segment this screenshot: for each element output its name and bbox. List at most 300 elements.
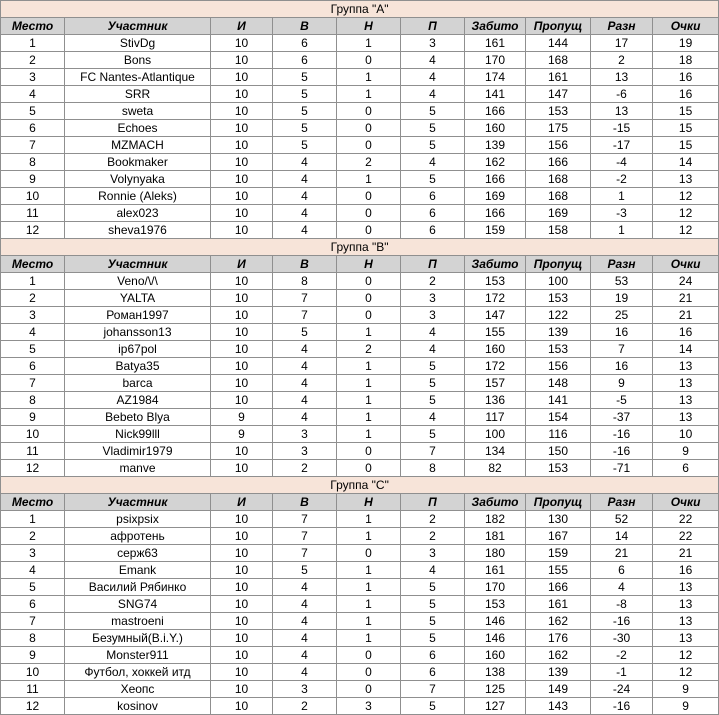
col-losses-cell: 5: [401, 392, 465, 409]
col-losses-cell: 5: [401, 375, 465, 392]
col-scored-cell: 146: [465, 613, 526, 630]
col-losses-cell: 6: [401, 664, 465, 681]
col-draws-cell: 0: [337, 681, 401, 698]
col-place-header: Место: [1, 18, 65, 35]
group-title-row: [1, 477, 719, 494]
col-conceded-cell: 141: [526, 392, 591, 409]
col-draws-cell: 1: [337, 35, 401, 52]
col-diff-cell: -5: [591, 392, 653, 409]
col-scored-cell: 127: [465, 698, 526, 715]
col-diff-cell: -8: [591, 596, 653, 613]
col-scored-cell: 153: [465, 273, 526, 290]
col-place-cell: 5: [1, 579, 65, 596]
col-place-cell: 4: [1, 324, 65, 341]
col-games-cell: 10: [211, 35, 273, 52]
col-conceded-cell: 150: [526, 443, 591, 460]
col-participant-cell: Bons: [65, 52, 211, 69]
col-games-cell: 10: [211, 596, 273, 613]
col-place-cell: 11: [1, 205, 65, 222]
table-row: [1, 545, 719, 562]
col-conceded-cell: 153: [526, 460, 591, 477]
col-participant-cell: Echoes: [65, 120, 211, 137]
col-draws-cell: 0: [337, 545, 401, 562]
col-place-cell: 11: [1, 681, 65, 698]
col-conceded-cell: 153: [526, 290, 591, 307]
col-participant-cell: FC Nantes-Atlantique: [65, 69, 211, 86]
col-wins-cell: 4: [273, 341, 337, 358]
col-participant-header: Участник: [65, 256, 211, 273]
col-place-cell: 7: [1, 137, 65, 154]
col-games-cell: 10: [211, 120, 273, 137]
table-row: [1, 562, 719, 579]
col-wins-cell: 4: [273, 630, 337, 647]
col-place-cell: 7: [1, 375, 65, 392]
col-draws-cell: 0: [337, 443, 401, 460]
col-losses-cell: 4: [401, 69, 465, 86]
col-diff-cell: -4: [591, 154, 653, 171]
col-diff-cell: 1: [591, 188, 653, 205]
col-games-cell: 10: [211, 630, 273, 647]
col-diff-cell: 2: [591, 52, 653, 69]
col-scored-cell: 170: [465, 579, 526, 596]
col-conceded-cell: 176: [526, 630, 591, 647]
col-conceded-cell: 154: [526, 409, 591, 426]
table-row: [1, 341, 719, 358]
col-scored-cell: 166: [465, 103, 526, 120]
col-games-cell: 10: [211, 154, 273, 171]
col-conceded-cell: 162: [526, 647, 591, 664]
col-wins-cell: 5: [273, 562, 337, 579]
col-place-header: Место: [1, 494, 65, 511]
col-draws-cell: 1: [337, 613, 401, 630]
col-draws-cell: 1: [337, 86, 401, 103]
col-games-cell: 10: [211, 681, 273, 698]
col-draws-cell: 3: [337, 698, 401, 715]
table-row: [1, 86, 719, 103]
col-losses-cell: 5: [401, 171, 465, 188]
col-conceded-header: Пропущ: [526, 256, 591, 273]
col-draws-cell: 2: [337, 154, 401, 171]
col-diff-cell: 4: [591, 579, 653, 596]
col-participant-cell: psixpsix: [65, 511, 211, 528]
col-games-cell: 10: [211, 375, 273, 392]
col-place-cell: 10: [1, 426, 65, 443]
col-wins-cell: 5: [273, 137, 337, 154]
col-draws-cell: 1: [337, 511, 401, 528]
table-row: [1, 443, 719, 460]
col-participant-cell: Роман1997: [65, 307, 211, 324]
table-row: [1, 613, 719, 630]
col-wins-cell: 4: [273, 647, 337, 664]
col-draws-cell: 0: [337, 290, 401, 307]
col-conceded-cell: 139: [526, 664, 591, 681]
col-games-cell: 10: [211, 443, 273, 460]
col-losses-cell: 7: [401, 443, 465, 460]
col-scored-cell: 141: [465, 86, 526, 103]
col-points-cell: 12: [653, 205, 719, 222]
col-place-cell: 12: [1, 698, 65, 715]
col-participant-cell: Безумный(B.i.Y.): [65, 630, 211, 647]
col-diff-cell: 13: [591, 103, 653, 120]
col-games-header: И: [211, 256, 273, 273]
col-diff-cell: 21: [591, 545, 653, 562]
col-conceded-cell: 100: [526, 273, 591, 290]
col-draws-cell: 0: [337, 205, 401, 222]
col-conceded-header: Пропущ: [526, 18, 591, 35]
col-diff-cell: -16: [591, 426, 653, 443]
col-games-cell: 10: [211, 528, 273, 545]
col-place-cell: 1: [1, 273, 65, 290]
col-conceded-cell: 156: [526, 358, 591, 375]
col-scored-cell: 100: [465, 426, 526, 443]
col-participant-cell: AZ1984: [65, 392, 211, 409]
col-participant-cell: серж63: [65, 545, 211, 562]
col-wins-cell: 7: [273, 290, 337, 307]
col-diff-cell: 13: [591, 69, 653, 86]
col-diff-cell: -16: [591, 443, 653, 460]
col-wins-cell: 3: [273, 426, 337, 443]
col-points-cell: 13: [653, 375, 719, 392]
col-participant-cell: Volynyaka: [65, 171, 211, 188]
col-place-cell: 5: [1, 103, 65, 120]
col-points-cell: 13: [653, 171, 719, 188]
col-draws-cell: 0: [337, 103, 401, 120]
col-scored-cell: 160: [465, 647, 526, 664]
col-participant-cell: SRR: [65, 86, 211, 103]
col-games-cell: 10: [211, 562, 273, 579]
col-participant-cell: kosinov: [65, 698, 211, 715]
table-row: [1, 171, 719, 188]
col-draws-cell: 1: [337, 392, 401, 409]
col-participant-cell: афротень: [65, 528, 211, 545]
col-wins-cell: 6: [273, 52, 337, 69]
col-place-cell: 9: [1, 647, 65, 664]
col-wins-cell: 5: [273, 86, 337, 103]
col-wins-cell: 7: [273, 511, 337, 528]
col-wins-cell: 4: [273, 664, 337, 681]
col-place-cell: 9: [1, 409, 65, 426]
col-place-cell: 11: [1, 443, 65, 460]
col-draws-cell: 1: [337, 562, 401, 579]
col-place-cell: 12: [1, 460, 65, 477]
col-conceded-cell: 166: [526, 579, 591, 596]
col-place-cell: 8: [1, 630, 65, 647]
col-place-cell: 3: [1, 69, 65, 86]
col-diff-cell: 6: [591, 562, 653, 579]
table-row: [1, 324, 719, 341]
col-losses-header: П: [401, 494, 465, 511]
col-draws-cell: 1: [337, 324, 401, 341]
col-conceded-cell: 159: [526, 545, 591, 562]
col-games-cell: 10: [211, 698, 273, 715]
table-row: [1, 307, 719, 324]
group-title-row: [1, 1, 719, 18]
col-games-cell: 10: [211, 613, 273, 630]
col-points-cell: 12: [653, 664, 719, 681]
col-losses-cell: 2: [401, 511, 465, 528]
col-points-cell: 16: [653, 69, 719, 86]
col-games-cell: 10: [211, 324, 273, 341]
col-points-cell: 21: [653, 290, 719, 307]
col-wins-cell: 7: [273, 528, 337, 545]
col-losses-cell: 4: [401, 154, 465, 171]
col-wins-cell: 8: [273, 273, 337, 290]
col-diff-cell: -1: [591, 664, 653, 681]
col-draws-header: Н: [337, 256, 401, 273]
table-row: [1, 35, 719, 52]
col-losses-cell: 5: [401, 103, 465, 120]
table-row: [1, 409, 719, 426]
col-points-header: Очки: [653, 18, 719, 35]
col-scored-cell: 139: [465, 137, 526, 154]
col-games-header: И: [211, 494, 273, 511]
col-participant-cell: Василий Рябинко: [65, 579, 211, 596]
col-diff-header: Разн: [591, 494, 653, 511]
col-points-cell: 16: [653, 324, 719, 341]
col-participant-cell: sheva1976: [65, 222, 211, 239]
col-diff-cell: -17: [591, 137, 653, 154]
col-points-cell: 16: [653, 86, 719, 103]
col-draws-cell: 0: [337, 52, 401, 69]
col-draws-cell: 0: [337, 664, 401, 681]
col-losses-cell: 8: [401, 460, 465, 477]
col-draws-cell: 1: [337, 426, 401, 443]
col-place-cell: 7: [1, 613, 65, 630]
col-participant-cell: Emank: [65, 562, 211, 579]
col-points-cell: 9: [653, 698, 719, 715]
col-scored-cell: 134: [465, 443, 526, 460]
col-losses-cell: 6: [401, 647, 465, 664]
col-diff-cell: -2: [591, 171, 653, 188]
col-participant-cell: manve: [65, 460, 211, 477]
col-place-cell: 3: [1, 545, 65, 562]
col-diff-cell: -3: [591, 205, 653, 222]
col-points-cell: 9: [653, 443, 719, 460]
col-losses-cell: 5: [401, 426, 465, 443]
col-participant-cell: Футбол, хоккей итд: [65, 664, 211, 681]
col-wins-cell: 4: [273, 205, 337, 222]
col-place-cell: 6: [1, 358, 65, 375]
col-points-cell: 21: [653, 307, 719, 324]
col-place-cell: 4: [1, 86, 65, 103]
col-scored-cell: 160: [465, 120, 526, 137]
table-row: [1, 392, 719, 409]
col-conceded-cell: 122: [526, 307, 591, 324]
table-row: [1, 426, 719, 443]
col-losses-cell: 7: [401, 681, 465, 698]
col-place-cell: 10: [1, 188, 65, 205]
col-losses-cell: 4: [401, 324, 465, 341]
col-points-cell: 24: [653, 273, 719, 290]
col-place-cell: 2: [1, 52, 65, 69]
col-participant-cell: Ronnie (Aleks): [65, 188, 211, 205]
col-participant-cell: Vladimir1979: [65, 443, 211, 460]
col-draws-cell: 1: [337, 69, 401, 86]
table-row: [1, 273, 719, 290]
col-participant-cell: StivDg: [65, 35, 211, 52]
column-header-row: [1, 18, 719, 35]
col-wins-header: В: [273, 18, 337, 35]
col-points-cell: 13: [653, 630, 719, 647]
col-scored-cell: 157: [465, 375, 526, 392]
col-place-cell: 3: [1, 307, 65, 324]
col-diff-cell: 52: [591, 511, 653, 528]
col-draws-cell: 1: [337, 409, 401, 426]
col-draws-cell: 2: [337, 341, 401, 358]
col-scored-cell: 155: [465, 324, 526, 341]
col-participant-cell: Bookmaker: [65, 154, 211, 171]
col-games-cell: 10: [211, 205, 273, 222]
col-conceded-cell: 168: [526, 188, 591, 205]
col-games-cell: 10: [211, 511, 273, 528]
col-conceded-cell: 149: [526, 681, 591, 698]
col-losses-cell: 5: [401, 579, 465, 596]
table-row: [1, 460, 719, 477]
col-conceded-cell: 148: [526, 375, 591, 392]
col-participant-cell: barca: [65, 375, 211, 392]
col-place-cell: 4: [1, 562, 65, 579]
col-diff-cell: 17: [591, 35, 653, 52]
col-draws-cell: 0: [337, 647, 401, 664]
col-scored-cell: 147: [465, 307, 526, 324]
col-wins-cell: 5: [273, 69, 337, 86]
col-games-cell: 10: [211, 273, 273, 290]
col-scored-cell: 125: [465, 681, 526, 698]
col-points-cell: 15: [653, 137, 719, 154]
table-row: [1, 205, 719, 222]
col-wins-cell: 4: [273, 409, 337, 426]
col-wins-cell: 4: [273, 358, 337, 375]
table-row: [1, 630, 719, 647]
table-row: [1, 358, 719, 375]
col-points-cell: 18: [653, 52, 719, 69]
col-diff-cell: -37: [591, 409, 653, 426]
col-place-cell: 2: [1, 290, 65, 307]
col-scored-cell: 169: [465, 188, 526, 205]
col-scored-cell: 172: [465, 358, 526, 375]
col-conceded-cell: 167: [526, 528, 591, 545]
col-conceded-cell: 169: [526, 205, 591, 222]
col-scored-cell: 172: [465, 290, 526, 307]
col-scored-cell: 138: [465, 664, 526, 681]
col-points-cell: 19: [653, 35, 719, 52]
col-losses-cell: 5: [401, 630, 465, 647]
table-row: [1, 188, 719, 205]
col-losses-cell: 3: [401, 290, 465, 307]
col-points-cell: 9: [653, 681, 719, 698]
col-draws-cell: 0: [337, 307, 401, 324]
column-header-row: [1, 494, 719, 511]
col-scored-cell: 174: [465, 69, 526, 86]
col-conceded-cell: 161: [526, 69, 591, 86]
col-games-cell: 10: [211, 222, 273, 239]
col-participant-cell: YALTA: [65, 290, 211, 307]
col-scored-cell: 117: [465, 409, 526, 426]
col-diff-cell: 1: [591, 222, 653, 239]
col-points-cell: 12: [653, 188, 719, 205]
col-wins-cell: 5: [273, 103, 337, 120]
col-games-cell: 9: [211, 409, 273, 426]
col-place-header: Место: [1, 256, 65, 273]
col-draws-cell: 0: [337, 120, 401, 137]
col-place-cell: 10: [1, 664, 65, 681]
col-points-cell: 13: [653, 409, 719, 426]
col-points-cell: 16: [653, 562, 719, 579]
col-losses-cell: 4: [401, 562, 465, 579]
col-losses-cell: 2: [401, 273, 465, 290]
col-place-cell: 12: [1, 222, 65, 239]
column-header-row: [1, 256, 719, 273]
col-scored-cell: 159: [465, 222, 526, 239]
col-points-cell: 13: [653, 358, 719, 375]
col-games-cell: 10: [211, 307, 273, 324]
standings-body: [1, 1, 719, 715]
col-points-cell: 13: [653, 613, 719, 630]
col-scored-cell: 161: [465, 562, 526, 579]
col-wins-cell: 2: [273, 460, 337, 477]
col-wins-cell: 3: [273, 443, 337, 460]
col-games-cell: 10: [211, 392, 273, 409]
col-wins-cell: 4: [273, 222, 337, 239]
col-points-cell: 21: [653, 545, 719, 562]
col-participant-cell: alex023: [65, 205, 211, 222]
col-wins-cell: 4: [273, 392, 337, 409]
col-points-cell: 14: [653, 341, 719, 358]
col-points-cell: 22: [653, 511, 719, 528]
col-scored-header: Забито: [465, 18, 526, 35]
col-scored-cell: 146: [465, 630, 526, 647]
col-draws-header: Н: [337, 494, 401, 511]
col-draws-cell: 0: [337, 460, 401, 477]
col-conceded-cell: 155: [526, 562, 591, 579]
col-scored-cell: 166: [465, 171, 526, 188]
col-diff-cell: -71: [591, 460, 653, 477]
col-scored-cell: 153: [465, 596, 526, 613]
col-participant-header: Участник: [65, 494, 211, 511]
table-row: [1, 154, 719, 171]
col-participant-cell: Bebeto Blya: [65, 409, 211, 426]
col-points-cell: 10: [653, 426, 719, 443]
col-wins-cell: 4: [273, 375, 337, 392]
table-row: [1, 579, 719, 596]
col-losses-cell: 4: [401, 86, 465, 103]
col-diff-cell: 19: [591, 290, 653, 307]
col-points-cell: 13: [653, 579, 719, 596]
col-place-cell: 9: [1, 171, 65, 188]
col-points-header: Очки: [653, 256, 719, 273]
col-diff-cell: -24: [591, 681, 653, 698]
col-place-cell: 6: [1, 120, 65, 137]
col-games-cell: 10: [211, 69, 273, 86]
col-wins-cell: 4: [273, 596, 337, 613]
col-place-cell: 2: [1, 528, 65, 545]
col-conceded-cell: 175: [526, 120, 591, 137]
col-conceded-cell: 143: [526, 698, 591, 715]
table-row: [1, 681, 719, 698]
col-games-cell: 10: [211, 647, 273, 664]
col-games-cell: 10: [211, 358, 273, 375]
col-losses-cell: 5: [401, 613, 465, 630]
col-points-cell: 12: [653, 222, 719, 239]
col-diff-cell: -15: [591, 120, 653, 137]
col-diff-cell: -16: [591, 613, 653, 630]
col-draws-cell: 0: [337, 273, 401, 290]
col-participant-cell: MZMACH: [65, 137, 211, 154]
col-diff-cell: 9: [591, 375, 653, 392]
col-draws-cell: 1: [337, 579, 401, 596]
col-participant-cell: SNG74: [65, 596, 211, 613]
col-points-cell: 13: [653, 392, 719, 409]
